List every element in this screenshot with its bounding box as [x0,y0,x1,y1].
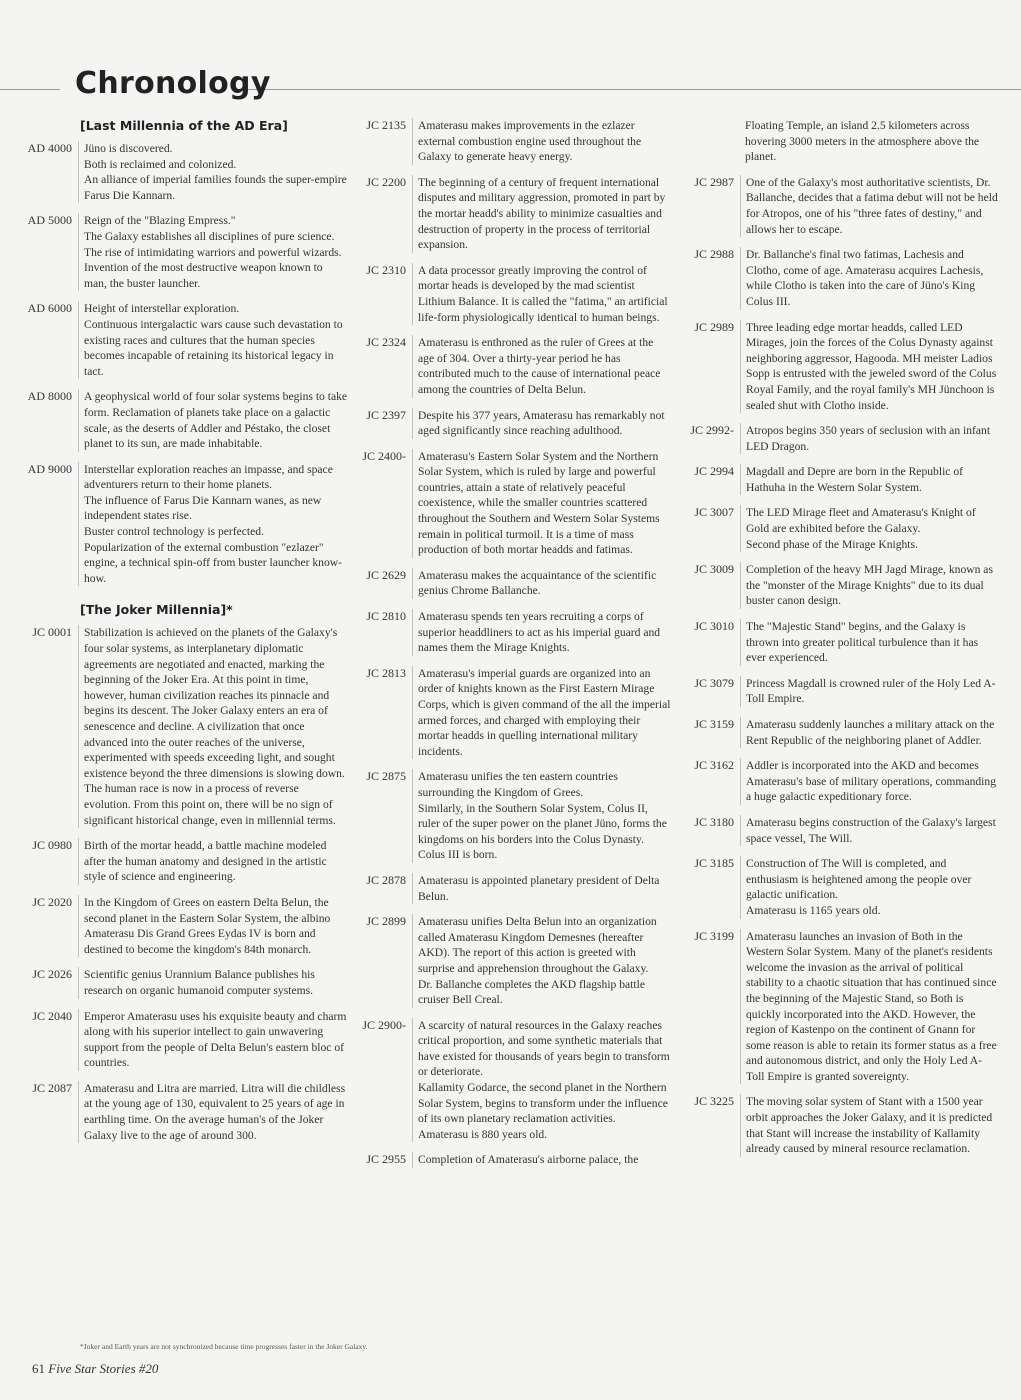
entry-date: JC 2899 [366,914,406,929]
entry-date: JC 3162 [694,758,734,773]
entry-line: Amaterasu makes improvements in the ezlazer external combustion engine used throughout the Galaxy to generate heavy energy. [418,119,642,164]
entry-line: Amaterasu unifies the ten eastern countries surrounding the Kingdom of Grees. [418,770,618,799]
entry-line: The rise of intimidating warriors and powerful wizards. [84,245,342,259]
timeline-entry [680,505,1000,552]
entry-date: JC 3185 [694,856,734,871]
entry-line: Interstellar exploration reaches an impasse, and space adventurers return to their home planets. [84,462,333,492]
column-2 [352,118,672,1178]
entry-date: JC 3159 [694,717,734,731]
entry-line: The "Majestic Stand" begins, and the Galaxy is thrown into greater political turbulence than it has ever experienced. [746,620,979,665]
entry-line: Amaterasu launches an invasion of Both in the Western Solar System. Many of the planet's residents welcome the invasion as the arrival of political stability to a chaotic situation that has continued since the beginning of the Majestic Stand, so Both is quickly incorporated into the AKD. However, the region of Kastenpo on the continent of Gnann for some reason is able to retain its former status as a free and autonomous district, and only the Holy Led A-Toll Empire is granted sovereignty. [746,929,997,1083]
entry-line: Dr. Ballanche completes the AKD flagship battle cruiser Bell Creal. [418,977,645,1007]
entry-text [78,625,348,828]
entry-date: JC 3009 [694,562,734,577]
entry-line: In the Kingdom of Grees on eastern Delta Belun, the second planet in the Eastern Solar System, the albino Amaterasu Dis Grand Grees Eydas IV is born and destined to become the kingdom's 84th monarch. [84,895,331,956]
timeline-entry [352,118,672,165]
entry-text [740,562,1000,609]
timeline-entry [352,769,672,863]
entry-line: Amaterasu makes the acquaintance of the scientific genius Chrome Ballanche. [418,568,657,598]
timeline-entry [18,967,348,998]
entry-line: Popularization of the external combustion "ezlazer" engine, a technical spin-off from buster launcher know-how. [84,540,342,585]
timeline-entry [352,568,672,599]
entry-line: Amaterasu is appointed planetary president of Delta Belun. [418,873,660,903]
page-title: Chronology [75,66,271,101]
entry-date: JC 2810 [366,609,406,624]
footnote: *Joker and Earth years are not synchronized because time progresses faster in the Joker Galaxy. [80,1342,368,1351]
timeline-entry [352,873,672,904]
entry-line: Amaterasu is 1165 years old. [746,903,881,917]
entry-line: Three leading edge mortar headds, called LED Mirages, join the forces of the Colus Dynasty against neighboring aggressor, Hagooda. MH meister Ladios Sopp is entrusted with the jeweled sword of the Colus Royal Family, and the royal family's MH Jünchoon is sealed shut with Clotho inside. [746,320,997,412]
timeline-entry [18,141,348,203]
entry-line: A data processor greatly improving the control of mortar heads is developed by the mad scientist Lithium Balance. It is called the "fatima," an artificial life-form physiologically identical to human beings. [418,263,668,324]
entry-line: The Galaxy establishes all disciplines of pure science. [84,229,335,243]
timeline-entry [680,717,1000,748]
entry-line: Second phase of the Mirage Knights. [746,537,918,551]
entries-column-2 [352,118,672,1168]
entry-text [78,462,348,587]
entry-line: Construction of The Will is completed, and enthusiasm is heightened among the people over galactic unification. [746,857,972,902]
entries-column-3 [680,175,1000,1157]
entry-text [78,301,348,379]
entry-text [412,666,672,760]
entry-text [412,118,672,165]
entry-text [412,408,672,439]
entry-line: Dr. Ballanche's final two fatimas, Lachesis and Clotho, come of age. Amaterasu acquires Lachesis, while Clotho is taken into the care of Jüno's King Colus III. [746,248,984,308]
entry-date: JC 2629 [366,567,406,582]
entry-line: Invention of the most destructive weapon known to man, the buster launcher. [84,261,323,290]
entry-date: JC 2875 [366,769,406,784]
timeline-entry [352,449,672,558]
entry-text [412,873,672,904]
timeline-entry [18,301,348,379]
timeline-entry [680,464,1000,495]
entry-line: Amaterasu's Eastern Solar System and the Northern Solar System, which is ruled by large and powerful countries, attain a state of relatively peaceful coexistence, while the smaller countries scattered throughout the Southern and Western Solar Systems remain in political turmoil. It is a time of mass production of both mortar headds and fatimas. [418,449,660,557]
entry-text [78,838,348,885]
timeline-entry [18,838,348,885]
timeline-entry [680,320,1000,414]
entry-date: JC 2994 [694,464,734,479]
entry-line: Floating Temple, an island 2.5 kilometers across hovering 3000 meters in the atmosphere above the planet. [745,119,980,164]
entry-line: Continuous intergalactic wars cause such devastation to existing races and cultures that the human species becomes incapable of retaining its historical legacy in tact. [84,317,343,378]
timeline-entry [680,175,1000,237]
entry-line: Despite his 377 years, Amaterasu has remarkably not aged significantly since reaching adulthood. [418,408,665,438]
timeline-entry [352,408,672,439]
section-heading-joker-millennia: [The Joker Millennia]* [80,602,233,618]
entry-date: JC 2087 [32,1080,72,1095]
entry-date: AD 6000 [27,301,72,316]
entry-date: JC 2987 [694,174,734,189]
entry-line: Completion of Amaterasu's airborne palace, the [418,1153,639,1167]
page-footer [32,1361,158,1377]
entry-text [740,423,1000,454]
entry-line: Emperor Amaterasu uses his exquisite beauty and charm along with his superior intellect to gain unwavering support from the people of Delta Belun's eastern bloc of countries. [84,1009,347,1070]
timeline-entry [352,914,672,1008]
entry-date: JC 3079 [694,675,734,690]
entries-ad-era [18,141,348,586]
entry-line: An alliance of imperial families founds the super-empire Farus Die Kannarn. [84,173,347,202]
entry-date: JC 2955 [366,1152,406,1167]
entry-text [78,895,348,957]
entry-text [78,1009,348,1071]
entry-text [740,464,1000,495]
timeline-entry [352,1018,672,1143]
entry-line: Reign of the "Blazing Empress." [84,214,236,228]
entry-text [412,175,672,253]
entry-date: JC 3007 [694,505,734,520]
entry-date: JC 2310 [366,262,406,277]
timeline-entry [18,1009,348,1071]
entry-text [740,676,1000,707]
entry-text [740,619,1000,666]
entry-line: Atropos begins 350 years of seclusion with an infant LED Dragon. [746,424,991,453]
timeline-entry [18,389,348,451]
timeline-entry [352,175,672,253]
entry-text [740,320,1000,414]
entry-line: Stabilization is achieved on the planets of the Galaxy's four solar systems, as interplanetary diplomatic agreements are negotiated and enacted, marking the beginning of the Joker Era. At this point in time, however, human civilization reaches its pinnacle and begins its descent. The Joker Galaxy enters an era of senescence and decline. A civilization that once advanced into the outer reaches of the universe, experimented with speeds exceeding light, and sought existence beyond the three dimensions is slowing down. The human race is now in a process of reverse evolution. From this point on, there will be no sign of significant historical change, even in millennial terms. [84,626,345,827]
entry-line: Birth of the mortar headd, a battle machine modeled after the human anatomy and designed in the artistic style of science and engineering. [84,839,327,884]
timeline-entry [680,423,1000,454]
entry-text [740,815,1000,846]
entry-text [740,717,1000,748]
entry-text [740,247,1000,309]
column-1 [18,118,348,1153]
entry-text [78,141,348,203]
entry-line: One of the Galaxy's most authoritative scientists, Dr. Ballanche, decides that a fatima debut will not be held for Atropos, one of his "three fates of destiny," and allows her to escape. [746,175,998,236]
timeline-entry [18,1081,348,1143]
entry-line: A geophysical world of four solar systems begins to take form. Reclamation of planets take place on a galactic scale, as the deserts of Addler and Péstako, the closet planet to its sun, are made inhabitable. [84,390,348,451]
entry-line: Height of interstellar exploration. [84,302,240,316]
entry-text [412,769,672,863]
entry-date: JC 2989 [694,319,734,334]
entry-date: AD 4000 [27,141,72,155]
entry-line: Amaterasu spends ten years recruiting a corps of superior headdliners to act as his imperial guard and names them the Mirage Knights. [418,610,661,655]
entry-text [740,758,1000,805]
entry-text [412,914,672,1008]
timeline-entry [680,856,1000,918]
entry-text [412,568,672,599]
column-3 [680,118,1000,1167]
entry-line: Colus III is born. [418,848,498,862]
timeline-entry [680,1094,1000,1156]
entry-date: JC 3180 [694,814,734,829]
entry-line: Buster control technology is perfected. [84,525,264,539]
entry-text [412,335,672,397]
entry-line: Amaterasu is 880 years old. [418,1127,548,1141]
entry-date: JC 2900- [362,1017,406,1032]
timeline-entry [680,758,1000,805]
entry-date: JC 2878 [366,872,406,887]
continued-entry-text [740,118,1000,165]
entry-date: JC 2135 [366,118,406,132]
entry-text [412,263,672,325]
entry-text [740,1094,1000,1156]
entry-date: JC 3010 [694,619,734,634]
entry-text [78,967,348,998]
entry-line: Kallamity Godarce, the second planet in the Northern Solar System, begins to transform under the influence of its own planetary reclamation activities. [418,1081,668,1126]
entry-line: The moving solar system of Stant with a 1500 year orbit approaches the Joker Galaxy, and it is predicted that Stant will increase the instability of Kallamity already caused by mineral resource reclamation. [746,1095,993,1156]
entry-text [78,1081,348,1143]
timeline-entry [352,1152,672,1168]
entry-date: JC 3225 [694,1094,734,1109]
entry-date: AD 5000 [27,213,72,228]
entry-date: JC 2992- [690,423,734,438]
entry-date: JC 2026 [32,967,72,982]
entry-text [412,1018,672,1143]
entry-text [78,389,348,451]
timeline-entry [680,562,1000,609]
entry-line: A scarcity of natural resources in the Galaxy reaches critical proportion, and some synthetic materials that have existed for thousands of years begin to transform or deteriorate. [418,1018,670,1079]
timeline-entry [680,619,1000,666]
entry-date: JC 2813 [366,665,406,680]
entry-date: JC 0001 [32,625,72,640]
entry-line: Both is reclaimed and colonized. [84,157,237,171]
entry-date: AD 8000 [27,389,72,404]
entry-text [412,449,672,558]
entry-line: The LED Mirage fleet and Amaterasu's Knight of Gold are exhibited before the Galaxy. [746,506,976,536]
entry-line: Amaterasu's imperial guards are organized into an order of knights known as the First Eastern Mirage Corps, which is given command of the all the imperial armed forces, and charged with employing their mortar headds in quelling international military incidents. [418,666,671,758]
entry-line: Amaterasu unifies Delta Belun into an organization called Amaterasu Kingdom Demesnes (hereafter AKD). The report of this action is greeted with surprise and apprehension throughout the Galaxy. [418,915,657,975]
entries-joker-millennia [18,625,348,1143]
entry-line: Amaterasu begins construction of the Galaxy's largest space vessel, The Will. [746,815,996,845]
page-number: 61 [32,1361,45,1376]
entry-text [740,856,1000,918]
entry-line: Princess Magdall is crowned ruler of the Holy Led A-Toll Empire. [746,676,996,706]
entry-line: The beginning of a century of frequent international disputes and military aggression, promoted in part by the mortar headd's ability to minimize casualties and destruction of property in the process of territorial expansion. [418,175,666,252]
timeline-entry [680,676,1000,707]
entry-date: JC 3199 [694,928,734,943]
timeline-entry [352,263,672,325]
entry-date: JC 0980 [32,838,72,853]
continued-entry [680,118,1000,165]
entry-text [740,175,1000,237]
entry-date: AD 9000 [27,461,72,476]
entry-line: Jüno is discovered. [84,142,173,155]
timeline-entry [680,929,1000,1085]
entry-line: Magdall and Depre are born in the Republic of Hathuha in the Western Solar System. [746,465,963,494]
entry-date: JC 2400- [362,448,406,463]
entry-line: Completion of the heavy MH Jagd Mirage, known as the "monster of the Mirage Knights" due to its dual buster canon design. [746,563,993,608]
entry-date: JC 2040 [32,1008,72,1023]
timeline-entry [680,815,1000,846]
entry-text [740,505,1000,552]
timeline-entry [18,625,348,828]
entry-date: JC 2324 [366,335,406,350]
entry-line: Scientific genius Urannium Balance publishes his research on organic humanoid computer systems. [84,968,315,997]
entry-line: Addler is incorporated into the AKD and becomes Amaterasu's base of military operations, commanding a huge galactic expeditionary force. [746,759,997,804]
entry-date: JC 2200 [366,174,406,189]
entry-date: JC 2397 [366,407,406,422]
timeline-entry [18,213,348,291]
timeline-entry [352,666,672,760]
book-title: Five Star Stories #20 [48,1361,159,1376]
timeline-entry [18,462,348,587]
entry-line: Amaterasu is enthroned as the ruler of Grees at the age of 304. Over a thirty-year period he has contributed much to the cause of international peace among the countries of Delta Belun. [418,336,661,396]
timeline-entry [352,609,672,656]
timeline-entry [352,335,672,397]
timeline-entry [680,247,1000,309]
entry-text [78,213,348,291]
header-rule-right [236,89,1021,90]
section-heading-ad-era: [Last Millennia of the AD Era] [80,118,288,133]
entry-text [412,609,672,656]
entry-date: JC 2020 [32,894,72,909]
entry-line: Amaterasu suddenly launches a military attack on the Rent Republic of the neighboring planet of Addler. [746,718,995,747]
entry-date: JC 2988 [694,247,734,262]
entry-line: The influence of Farus Die Kannarn wanes, as new independent states rise. [84,493,322,523]
entry-line: Similarly, in the Southern Solar System, Colus II, ruler of the super power on the planet Jüno, forms the kingdoms on his borders into the Colus Dynasty. [418,801,667,846]
timeline-entry [18,895,348,957]
entry-text [740,929,1000,1085]
entry-text [412,1152,672,1168]
entry-line: Amaterasu and Litra are married. Litra will die childless at the young age of 130, equivalent to 25 years of age in earthling time. On the average human's of the Joker Galaxy live to the age of around 300. [84,1081,346,1142]
header-rule-left [0,89,60,90]
